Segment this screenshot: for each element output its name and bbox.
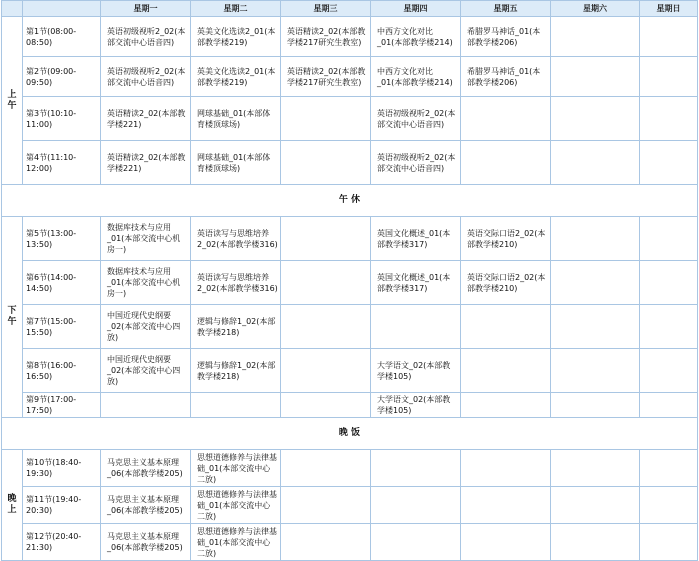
course-text: 逻辑与修辞1_02(本部教学楼218) bbox=[197, 316, 276, 337]
course-cell bbox=[281, 97, 371, 141]
table-row bbox=[2, 217, 698, 261]
period-label: 第9节(17:00-17:50) bbox=[23, 393, 101, 418]
course-cell bbox=[371, 141, 461, 185]
course-text: 英语读写与思维培养2_02(本部教学楼316) bbox=[197, 272, 278, 293]
course-cell bbox=[191, 217, 281, 261]
section-char: 午 bbox=[7, 100, 17, 111]
course-cell bbox=[640, 349, 698, 393]
table-row bbox=[2, 393, 698, 418]
course-cell bbox=[371, 261, 461, 305]
course-cell bbox=[551, 57, 640, 97]
period-label: 第1节(08:00-08:50) bbox=[23, 17, 101, 57]
course-cell bbox=[461, 17, 551, 57]
section-morning bbox=[2, 17, 23, 185]
course-text: 思想道德修养与法律基础_01(本部交流中心二放) bbox=[197, 489, 277, 521]
course-text: 大学语文_02(本部教学楼105) bbox=[377, 360, 451, 381]
course-cell bbox=[551, 450, 640, 487]
course-cell bbox=[461, 97, 551, 141]
period-label: 第10节(18:40-19:30) bbox=[23, 450, 101, 487]
course-cell bbox=[191, 57, 281, 97]
period-label: 第5节(13:00-13:50) bbox=[23, 217, 101, 261]
course-cell bbox=[101, 393, 191, 418]
course-cell bbox=[371, 349, 461, 393]
course-cell bbox=[281, 305, 371, 349]
course-cell bbox=[461, 305, 551, 349]
course-cell bbox=[640, 97, 698, 141]
course-cell bbox=[551, 305, 640, 349]
course-cell bbox=[281, 141, 371, 185]
course-cell bbox=[551, 393, 640, 418]
course-cell bbox=[551, 261, 640, 305]
course-text: 网球基础_01(本部体育楼顶球场) bbox=[197, 108, 271, 129]
course-text: 网球基础_01(本部体育楼顶球场) bbox=[197, 152, 271, 173]
course-cell bbox=[191, 487, 281, 524]
period-label: 第2节(09:00-09:50) bbox=[23, 57, 101, 97]
course-text: 中国近现代史纲要_02(本部交流中心四放) bbox=[107, 311, 181, 342]
course-cell bbox=[191, 524, 281, 561]
course-text: 英语精读2_02(本部教学楼221) bbox=[107, 108, 186, 129]
course-cell bbox=[371, 487, 461, 524]
course-cell bbox=[640, 141, 698, 185]
course-cell bbox=[281, 487, 371, 524]
header-period bbox=[23, 1, 101, 17]
course-text: 英语精读2_02(本部教学楼221) bbox=[107, 152, 186, 173]
course-cell bbox=[101, 57, 191, 97]
course-text: 英国文化概述_01(本部教学楼317) bbox=[377, 272, 451, 293]
header-day-sat: 星期六 bbox=[551, 1, 640, 17]
course-cell bbox=[461, 261, 551, 305]
course-cell bbox=[640, 393, 698, 418]
course-text: 英语初级视听2_02(本部交流中心语音四) bbox=[107, 26, 186, 47]
course-text: 英美文化选读2_01(本部教学楼219) bbox=[197, 66, 276, 87]
course-text: 马克思主义基本原理_06(本部教学楼205) bbox=[107, 495, 183, 515]
table-row bbox=[2, 97, 698, 141]
course-cell bbox=[101, 450, 191, 487]
header-day-fri: 星期五 bbox=[461, 1, 551, 17]
course-cell bbox=[281, 57, 371, 97]
course-cell bbox=[551, 17, 640, 57]
course-text: 逻辑与修辞1_02(本部教学楼218) bbox=[197, 360, 276, 381]
course-text: 希腊罗马神话_01(本部教学楼206) bbox=[467, 66, 541, 87]
course-cell bbox=[371, 17, 461, 57]
course-text: 中西方文化对比_01(本部教学楼214) bbox=[377, 66, 453, 87]
break-dinner-label: 晚 饭 bbox=[2, 418, 698, 450]
course-cell bbox=[461, 487, 551, 524]
course-cell bbox=[551, 487, 640, 524]
course-cell bbox=[101, 97, 191, 141]
course-cell bbox=[640, 17, 698, 57]
course-text: 英语精读2_02(本部教学楼217研究生教室) bbox=[287, 66, 366, 87]
course-cell bbox=[461, 217, 551, 261]
table-row bbox=[2, 57, 698, 97]
table-row bbox=[2, 261, 698, 305]
course-cell bbox=[461, 349, 551, 393]
period-label: 第11节(19:40-20:30) bbox=[23, 487, 101, 524]
header-day-sun: 星期日 bbox=[640, 1, 698, 17]
table-row bbox=[2, 305, 698, 349]
period-label: 第6节(14:00-14:50) bbox=[23, 261, 101, 305]
period-label: 第8节(16:00-16:50) bbox=[23, 349, 101, 393]
course-cell bbox=[191, 349, 281, 393]
course-text: 英国文化概述_01(本部教学楼317) bbox=[377, 228, 451, 249]
course-cell bbox=[191, 305, 281, 349]
course-cell bbox=[191, 141, 281, 185]
course-cell bbox=[281, 17, 371, 57]
course-cell bbox=[551, 524, 640, 561]
course-cell bbox=[371, 97, 461, 141]
section-afternoon bbox=[2, 217, 23, 418]
course-cell bbox=[191, 261, 281, 305]
course-cell bbox=[461, 393, 551, 418]
course-cell bbox=[371, 305, 461, 349]
course-cell bbox=[640, 524, 698, 561]
course-text: 希腊罗马神话_01(本部教学楼206) bbox=[467, 26, 541, 47]
course-cell bbox=[101, 17, 191, 57]
timetable-body bbox=[2, 17, 698, 561]
course-cell bbox=[371, 57, 461, 97]
course-cell bbox=[551, 349, 640, 393]
header-day-mon: 星期一 bbox=[101, 1, 191, 17]
course-cell bbox=[640, 450, 698, 487]
period-label: 第3节(10:10-11:00) bbox=[23, 97, 101, 141]
course-cell bbox=[101, 487, 191, 524]
header-corner bbox=[2, 1, 23, 17]
course-text: 英语交际口语2_02(本部教学楼210) bbox=[467, 272, 546, 293]
period-label: 第7节(15:00-15:50) bbox=[23, 305, 101, 349]
course-cell bbox=[640, 57, 698, 97]
table-row bbox=[2, 487, 698, 524]
course-cell bbox=[101, 261, 191, 305]
header-row bbox=[2, 1, 698, 17]
course-text: 大学语文_02(本部教学楼105) bbox=[377, 395, 451, 415]
header-day-wed: 星期三 bbox=[281, 1, 371, 17]
table-row bbox=[2, 524, 698, 561]
course-text: 思想道德修养与法律基础_01(本部交流中心二放) bbox=[197, 452, 277, 484]
section-char: 晚 bbox=[7, 494, 17, 504]
course-cell bbox=[461, 524, 551, 561]
course-cell bbox=[191, 17, 281, 57]
course-cell bbox=[640, 305, 698, 349]
table-row bbox=[2, 141, 698, 185]
course-cell bbox=[551, 97, 640, 141]
course-cell bbox=[191, 393, 281, 418]
course-cell bbox=[640, 217, 698, 261]
course-text: 英语初级视听2_02(本部交流中心语音四) bbox=[377, 152, 456, 173]
table-row bbox=[2, 17, 698, 57]
course-text: 英语读写与思维培养2_02(本部教学楼316) bbox=[197, 228, 278, 249]
course-cell bbox=[281, 450, 371, 487]
course-cell bbox=[640, 261, 698, 305]
course-text: 马克思主义基本原理_06(本部教学楼205) bbox=[107, 458, 183, 478]
course-cell bbox=[371, 393, 461, 418]
course-cell bbox=[371, 217, 461, 261]
table-row bbox=[2, 349, 698, 393]
course-cell bbox=[551, 217, 640, 261]
course-cell bbox=[281, 261, 371, 305]
break-noon-row bbox=[2, 185, 698, 217]
table-row bbox=[2, 450, 698, 487]
course-cell bbox=[461, 450, 551, 487]
break-dinner-row bbox=[2, 418, 698, 450]
course-cell bbox=[191, 97, 281, 141]
course-text: 英语初级视听2_02(本部交流中心语音四) bbox=[107, 66, 186, 87]
header-day-thu: 星期四 bbox=[371, 1, 461, 17]
course-text: 英语精读2_02(本部教学楼217研究生教室) bbox=[287, 26, 366, 47]
course-cell bbox=[281, 349, 371, 393]
period-label: 第12节(20:40-21:30) bbox=[23, 524, 101, 561]
course-text: 中西方文化对比_01(本部教学楼214) bbox=[377, 26, 453, 47]
course-cell bbox=[191, 450, 281, 487]
timetable bbox=[1, 0, 698, 561]
course-text: 英美文化选读2_01(本部教学楼219) bbox=[197, 26, 276, 47]
course-cell bbox=[101, 349, 191, 393]
course-text: 中国近现代史纲要_02(本部交流中心四放) bbox=[107, 355, 181, 386]
course-text: 马克思主义基本原理_06(本部教学楼205) bbox=[107, 532, 183, 552]
course-text: 思想道德修养与法律基础_01(本部交流中心二放) bbox=[197, 526, 277, 558]
course-cell bbox=[551, 141, 640, 185]
course-cell bbox=[281, 393, 371, 418]
section-evening bbox=[2, 450, 23, 561]
section-char: 下 bbox=[7, 306, 17, 316]
header-day-tue: 星期二 bbox=[191, 1, 281, 17]
course-cell bbox=[371, 450, 461, 487]
period-label: 第4节(11:10-12:00) bbox=[23, 141, 101, 185]
course-cell bbox=[101, 524, 191, 561]
course-cell bbox=[371, 524, 461, 561]
course-cell bbox=[281, 217, 371, 261]
course-text: 英语交际口语2_02(本部教学楼210) bbox=[467, 228, 546, 249]
course-cell bbox=[101, 305, 191, 349]
course-text: 数据库技术与应用_01(本部交流中心机房一) bbox=[107, 223, 181, 254]
course-cell bbox=[461, 141, 551, 185]
section-char: 午 bbox=[7, 317, 17, 327]
course-cell bbox=[101, 217, 191, 261]
course-cell bbox=[281, 524, 371, 561]
course-text: 数据库技术与应用_01(本部交流中心机房一) bbox=[107, 267, 181, 298]
section-char: 上 bbox=[7, 505, 17, 515]
break-noon-label: 午 休 bbox=[2, 185, 698, 217]
course-text: 英语初级视听2_02(本部交流中心语音四) bbox=[377, 108, 456, 129]
course-cell bbox=[101, 141, 191, 185]
course-cell bbox=[461, 57, 551, 97]
course-cell bbox=[640, 487, 698, 524]
section-char: 上 bbox=[7, 89, 17, 100]
